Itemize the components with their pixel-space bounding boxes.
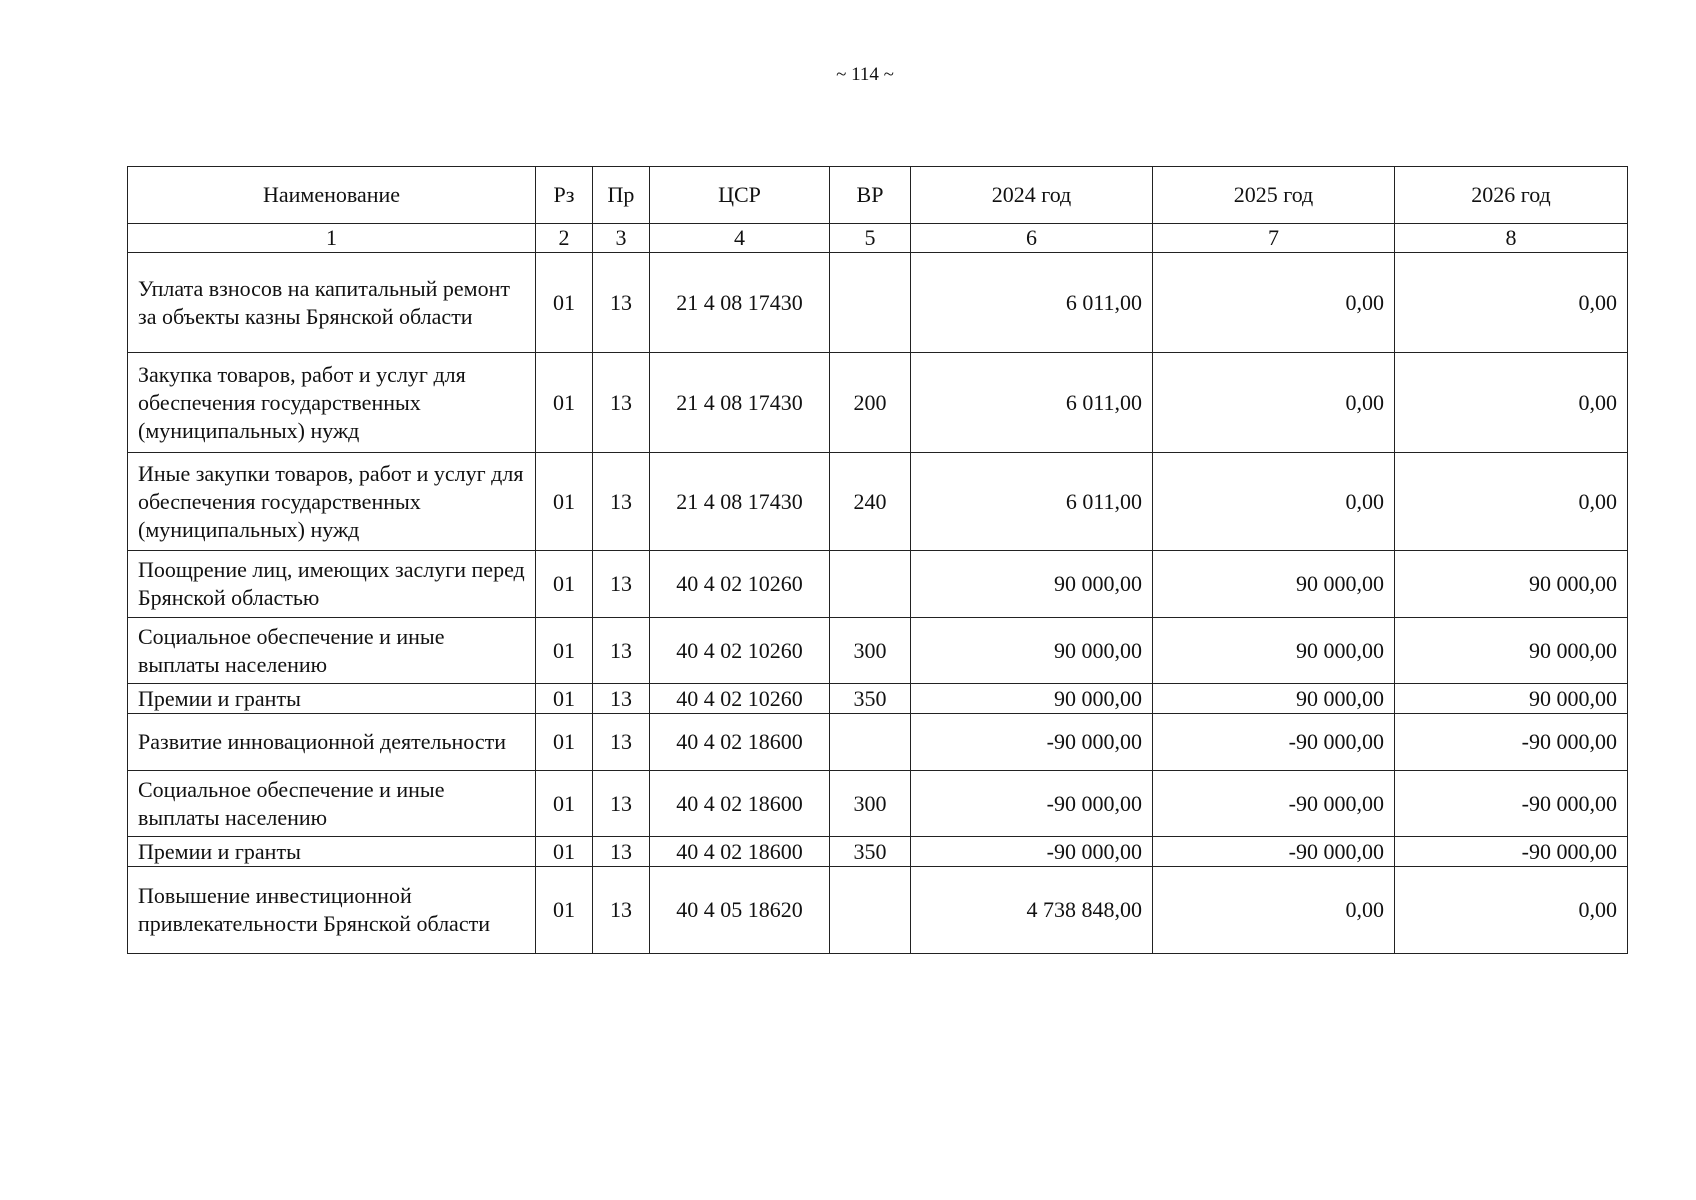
row-vr [830,551,911,618]
row-rz: 01 [536,453,593,551]
row-name: Иные закупки товаров, работ и услуг для обеспечения государственных (муниципальных) нужд [128,453,536,551]
row-vr: 350 [830,684,911,714]
table-row [128,771,1628,837]
row-2026: 90 000,00 [1395,684,1628,714]
column-number: 8 [1395,224,1628,253]
row-2024: -90 000,00 [911,714,1153,771]
row-2025: 0,00 [1153,253,1395,353]
row-2025: 90 000,00 [1153,684,1395,714]
row-2026: -90 000,00 [1395,837,1628,867]
row-name: Закупка товаров, работ и услуг для обеспечения государственных (муниципальных) нужд [128,353,536,453]
row-pr: 13 [593,551,650,618]
row-pr: 13 [593,867,650,954]
row-name: Премии и гранты [128,684,536,714]
column-number: 2 [536,224,593,253]
column-number: 4 [650,224,830,253]
row-2024: 90 000,00 [911,618,1153,684]
row-pr: 13 [593,837,650,867]
row-2025: -90 000,00 [1153,714,1395,771]
row-rz: 01 [536,714,593,771]
row-2025: 0,00 [1153,453,1395,551]
row-2025: 90 000,00 [1153,551,1395,618]
table-row [128,684,1628,714]
row-name: Поощрение лиц, имеющих заслуги перед Брянской областью [128,551,536,618]
row-2024: 4 738 848,00 [911,867,1153,954]
row-rz: 01 [536,684,593,714]
row-2024: 6 011,00 [911,253,1153,353]
row-csr: 40 4 02 18600 [650,837,830,867]
column-number-row [128,224,1628,253]
row-2026: 90 000,00 [1395,618,1628,684]
row-csr: 21 4 08 17430 [650,353,830,453]
column-number: 6 [911,224,1153,253]
row-vr: 300 [830,771,911,837]
row-rz: 01 [536,618,593,684]
row-rz: 01 [536,353,593,453]
row-2025: 0,00 [1153,353,1395,453]
row-csr: 40 4 02 10260 [650,551,830,618]
budget-table [127,166,1628,954]
row-name: Премии и гранты [128,837,536,867]
row-2026: -90 000,00 [1395,714,1628,771]
row-2026: 0,00 [1395,867,1628,954]
row-vr: 300 [830,618,911,684]
row-pr: 13 [593,684,650,714]
row-name: Развитие инновационной деятельности [128,714,536,771]
row-2024: -90 000,00 [911,837,1153,867]
table-row [128,867,1628,954]
header-vr: ВР [830,167,911,224]
row-csr: 40 4 02 18600 [650,714,830,771]
row-vr [830,867,911,954]
row-vr: 200 [830,353,911,453]
row-rz: 01 [536,551,593,618]
row-pr: 13 [593,353,650,453]
row-2024: 90 000,00 [911,551,1153,618]
row-2026: -90 000,00 [1395,771,1628,837]
row-2024: -90 000,00 [911,771,1153,837]
page-number: ~ 114 ~ [836,64,894,85]
header-pr: Пр [593,167,650,224]
row-2025: 90 000,00 [1153,618,1395,684]
table-row [128,618,1628,684]
table-row [128,714,1628,771]
row-vr [830,714,911,771]
row-2026: 0,00 [1395,353,1628,453]
row-name: Повышение инвестиционной привлекательности Брянской области [128,867,536,954]
column-number: 3 [593,224,650,253]
row-2024: 90 000,00 [911,684,1153,714]
row-name: Социальное обеспечение и иные выплаты населению [128,771,536,837]
row-2026: 0,00 [1395,253,1628,353]
row-csr: 40 4 02 10260 [650,684,830,714]
row-vr: 350 [830,837,911,867]
row-csr: 40 4 02 18600 [650,771,830,837]
row-csr: 40 4 05 18620 [650,867,830,954]
row-rz: 01 [536,837,593,867]
header-rz: Рз [536,167,593,224]
row-vr [830,253,911,353]
row-vr: 240 [830,453,911,551]
column-number: 5 [830,224,911,253]
row-2026: 0,00 [1395,453,1628,551]
row-pr: 13 [593,618,650,684]
header-2025: 2025 год [1153,167,1395,224]
row-2024: 6 011,00 [911,353,1153,453]
table-row [128,551,1628,618]
table-row [128,837,1628,867]
row-rz: 01 [536,867,593,954]
header-csr: ЦСР [650,167,830,224]
row-2026: 90 000,00 [1395,551,1628,618]
row-pr: 13 [593,453,650,551]
table-row [128,353,1628,453]
row-2024: 6 011,00 [911,453,1153,551]
row-name: Уплата взносов на капитальный ремонт за объекты казны Брянской области [128,253,536,353]
row-2025: 0,00 [1153,867,1395,954]
table-row [128,453,1628,551]
header-2026: 2026 год [1395,167,1628,224]
column-number: 1 [128,224,536,253]
row-csr: 21 4 08 17430 [650,253,830,353]
column-number: 7 [1153,224,1395,253]
row-rz: 01 [536,771,593,837]
header-row [128,167,1628,224]
row-csr: 40 4 02 10260 [650,618,830,684]
row-pr: 13 [593,771,650,837]
row-pr: 13 [593,714,650,771]
row-name: Социальное обеспечение и иные выплаты населению [128,618,536,684]
header-2024: 2024 год [911,167,1153,224]
table-row [128,253,1628,353]
row-2025: -90 000,00 [1153,771,1395,837]
header-name: Наименование [128,167,536,224]
row-2025: -90 000,00 [1153,837,1395,867]
row-rz: 01 [536,253,593,353]
row-pr: 13 [593,253,650,353]
row-csr: 21 4 08 17430 [650,453,830,551]
